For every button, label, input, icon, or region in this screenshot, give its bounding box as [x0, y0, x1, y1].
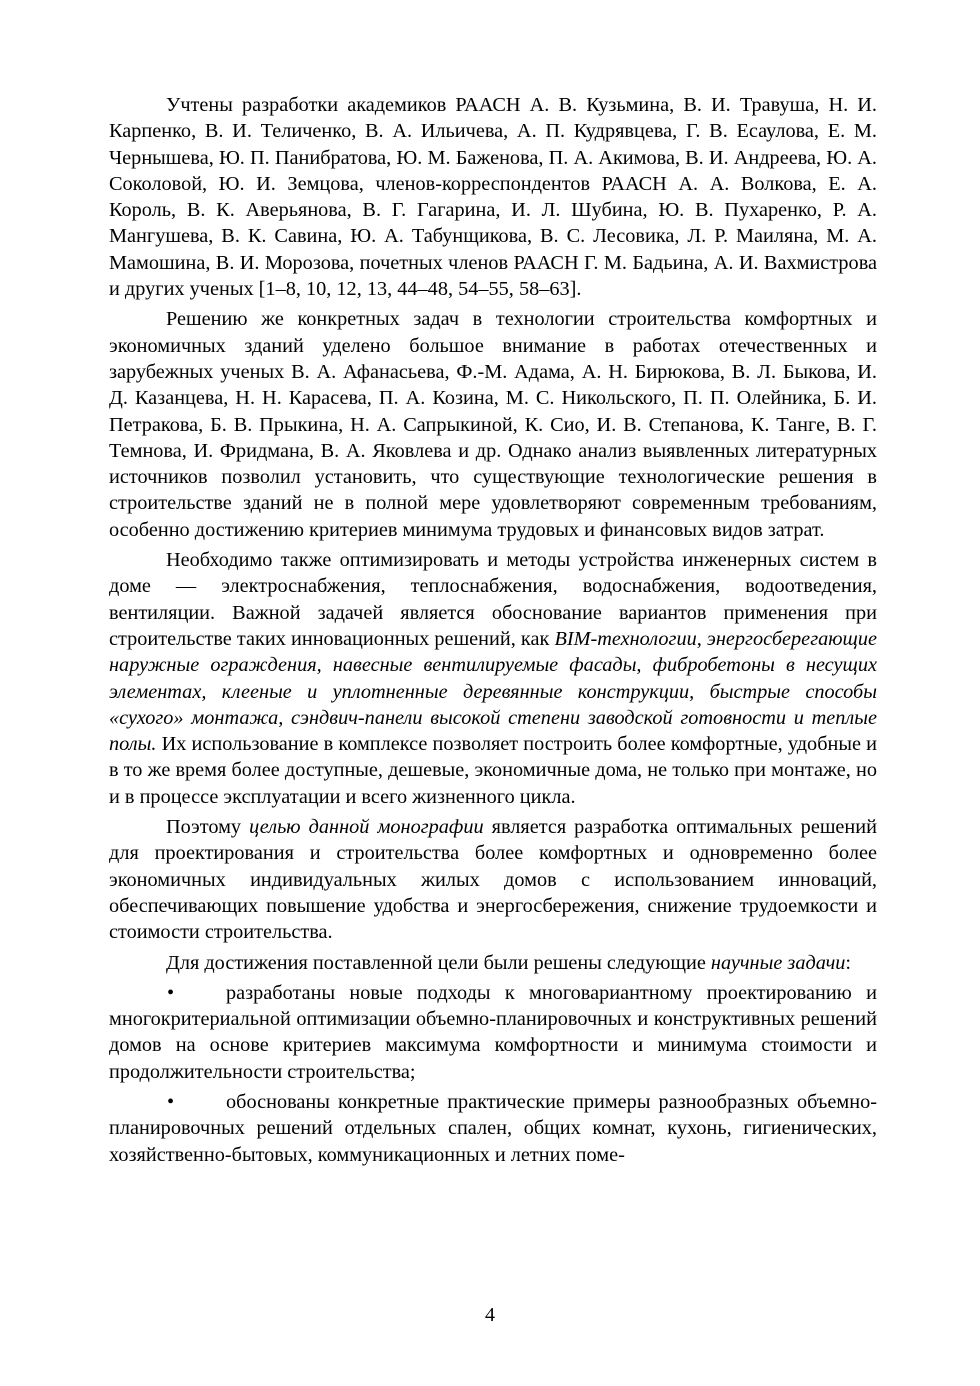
bullet-first-word: разработаны [226, 981, 336, 1004]
document-body [109, 92, 877, 1172]
page-number: 4 [485, 1304, 495, 1326]
bullet-marker [109, 1089, 226, 1115]
goal-italic: целью данной монографии [249, 816, 484, 839]
paragraph-text: Поэтому [166, 816, 250, 839]
bullet-text: конкретные практические примеры разнообразных объемно-планировочных решений отдельных спален, общих комнат, кухонь, гигиенических, хозяйственно-бытовых, коммуникационных и летних поме- [109, 1090, 877, 1166]
innovations-italic: BIM-технологии, энергосберегающие наружные ограждения, навесные вентилируемые фасады, фибробетоны в несущих элементах, клееные и уплотненные деревянные конструкции, быстрые способы «сухого» монтажа, сэндвич-панели высокой степени заводской готовности и теплые полы. [109, 627, 877, 756]
paragraph-engineering-systems [109, 547, 877, 810]
bullet-marker [109, 980, 226, 1006]
paragraph-scientific-tasks [109, 950, 877, 976]
paragraph-technology-scholars: Решению же конкретных задач в технологии строительства комфортных и экономичных зданий уделено большое внимание в работах отечественных и зарубежных ученых В. А. Афанасьева, Ф.-М. Адама, А. Н. Бирюкова, В. Л. Быкова, И. Д. Казанцева, Н. Н. Карасева, П. А. Козина, М. С. Никольского, П. П. Олейника, Б. И. Петракова, Б. В. Прыкина, Н. А. Сапрыкиной, К. Сио, И. В. Степанова, К. Танге, В. Г. Темнова, И. Фридмана, В. А. Яковлева и др. Однако анализ выявленных литературных источников позволил установить, что существующие технологические решения в строительстве зданий не в полной мере удовлетворяют современным требованиям, особенно достижению критериев минимума трудовых и финансовых видов затрат. [109, 308, 877, 541]
bullet-icon: • [167, 1090, 175, 1113]
paragraph-text: Для достижения поставленной цели были решены следующие [166, 951, 711, 974]
bullet-item [109, 1089, 877, 1168]
paragraph-text: : [845, 951, 852, 974]
tasks-italic: научные задачи [710, 951, 846, 974]
bullet-first-word: обоснованы [226, 1090, 330, 1113]
paragraph-monograph-goal [109, 814, 877, 945]
paragraph-academicians: Учтены разработки академиков РААСН А. В. Кузьмина, В. И. Травуша, Н. И. Карпенко, В. И. Теличенко, В. А. Ильичева, А. П. Кудрявцева, Г. В. Есаулова, Е. М. Чернышева, Ю. П. Панибратова, Ю. М. Баженова, П. А. Акимова, В. И. Андреева, Ю. А. Соколовой, Ю. И. Земцова, членов-корреспондентов РААСН А. А. Волкова, Е. А. Король, В. К. Аверьянова, В. Г. Гагарина, И. Л. Шубина, Ю. В. Пухаренко, Р. А. Мангушева, В. К. Савина, Ю. А. Табунщикова, В. С. Лесовика, Л. Р. Маиляна, М. А. Мамошина, В. И. Морозова, почетных членов РААСН Г. М. Бадьина, А. И. Вахмистрова и других ученых [1–8, 10, 12, 13, 44–48, 54–55, 58–63]. [109, 94, 877, 301]
bullet-icon: • [167, 981, 175, 1004]
bullet-text: новые подходы к многовариантному проектированию и многокритериальной оптимизации объемно-планировочных и конструктивных решений домов на основе критериев максимума комфортности и минимума стоимости и продолжительности строительства; [109, 981, 877, 1083]
paragraph-text: Необходимо также оптимизировать и методы устройства инженерных систем в доме — электроснабжения, теплоснабжения, водоснабжения, водоотведения, вентиляции. Важной задачей является обоснование вариантов применения при строительстве таких инновационных решений, как [109, 549, 877, 650]
paragraph-text: Их использование в комплексе позволяет построить более комфортные, удобные и в то же время более доступные, дешевые, экономичные дома, не только при монтаже, но и в процессе эксплуатации и всего жизненного цикла. [109, 733, 877, 808]
bullet-item [109, 980, 877, 1085]
paragraph-text: является разработка оптимальных решений для проектирования и строительства более комфортных и одновременно более экономичных индивидуальных жилых домов с использованием инноваций, обеспечивающих повышение удобства и энергосбережения, снижение трудоемкости и стоимости строительства. [109, 816, 877, 944]
